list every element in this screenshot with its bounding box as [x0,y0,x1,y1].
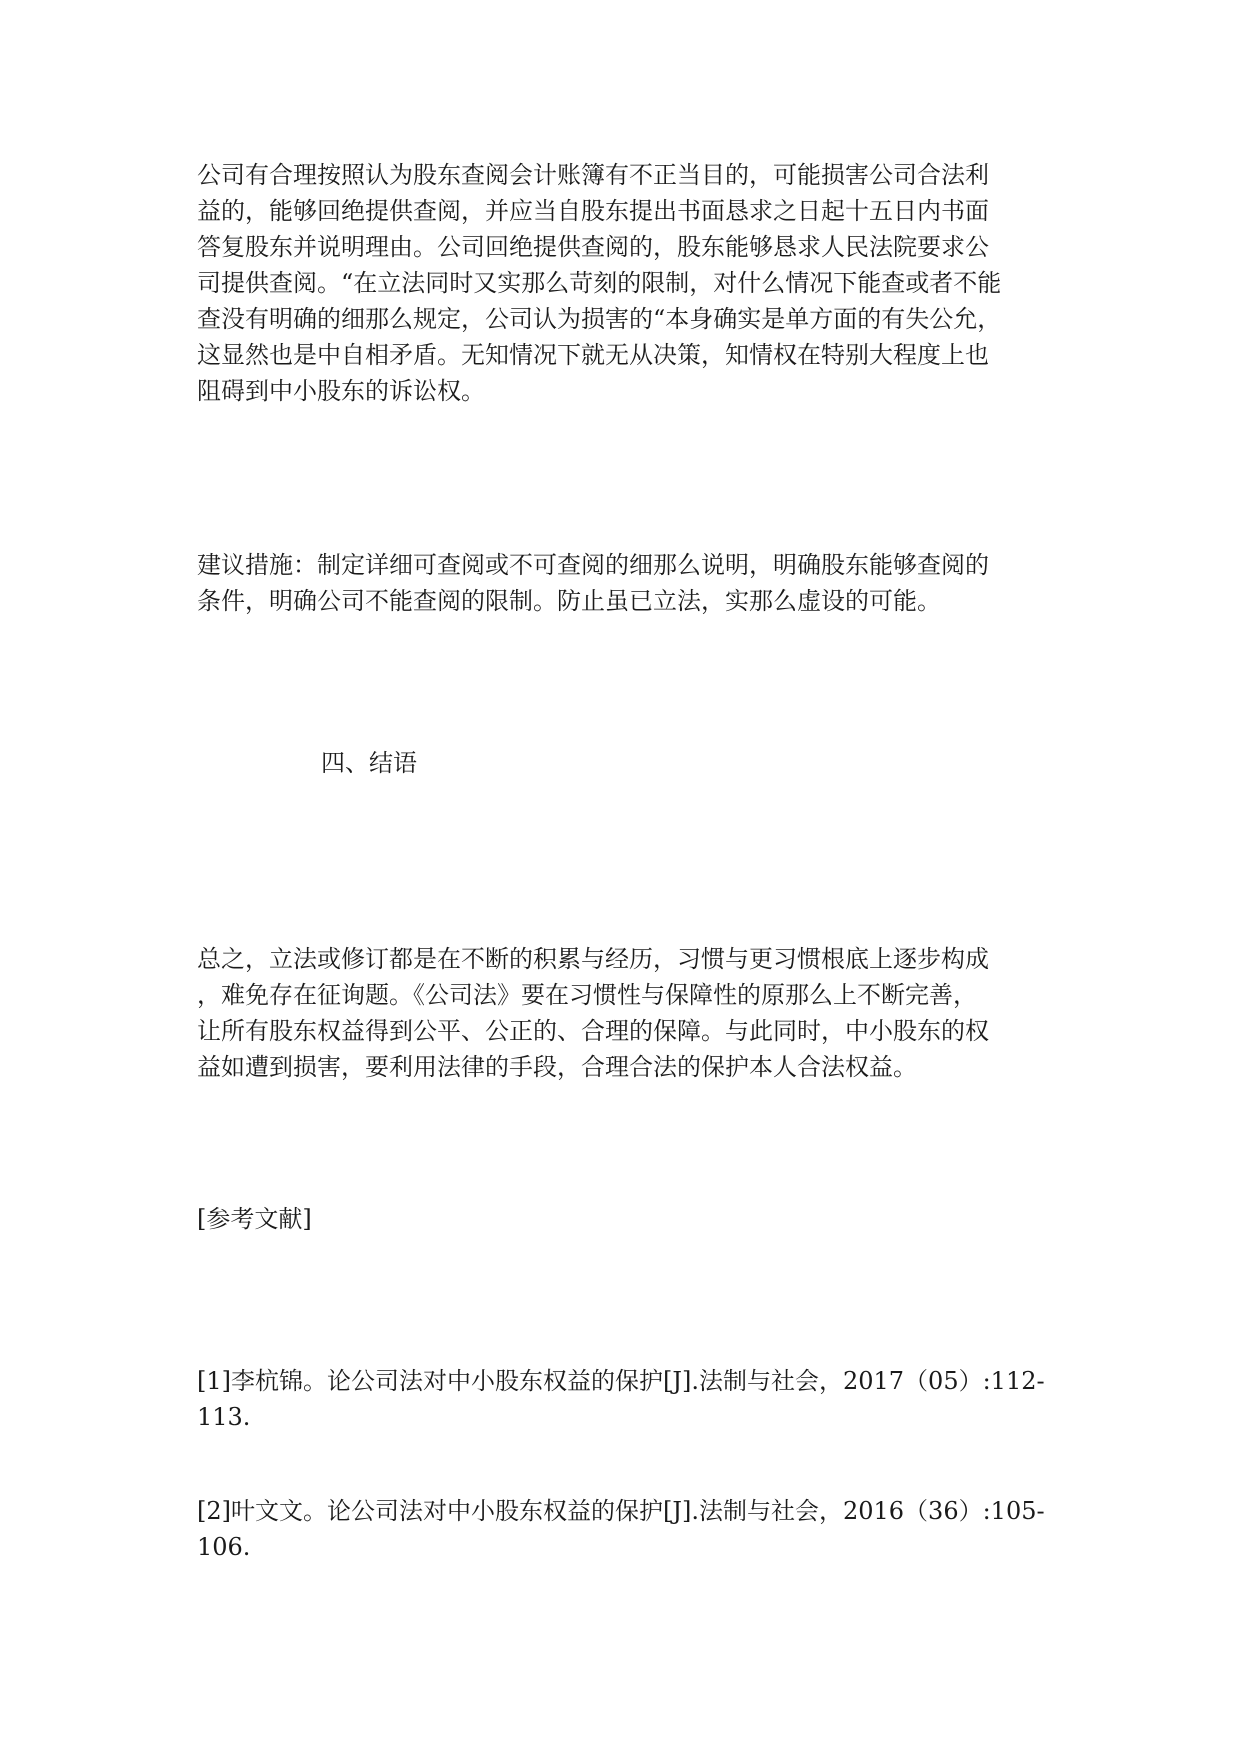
reference-item-1 [197,1363,1045,1435]
paragraph-line: 让所有股东权益得到公平、公正的、合理的保障。与此同时，中小股东的权 [197,1017,989,1045]
paragraph-line: 阻碍到中小股东的诉讼权。 [197,377,485,405]
paragraph-line: 司提供查阅。“在立法同时又实那么苛刻的限制，对什么情况下能查或者不能 [197,269,1002,297]
section-heading-text: 四、结语 [321,749,417,777]
paragraph-line: 建议措施：制定详细可查阅或不可查阅的细那么说明，明确股东能够查阅的 [197,551,989,579]
reference-line: [2]叶文文。论公司法对中小股东权益的保护[J].法制与社会，2016（36）:105- [197,1497,1045,1525]
paragraph-line: 益的，能够回绝提供查阅，并应当自股东提出书面恳求之日起十五日内书面 [197,197,989,225]
reference-line: [1]李杭锦。论公司法对中小股东权益的保护[J].法制与社会，2017（05）:112- [197,1367,1045,1395]
paragraph-line: 查没有明确的细那么规定，公司认为损害的“本身确实是单方面的有失公允， [197,305,1002,333]
body-paragraph-suggestion [197,547,989,619]
paragraph-line: 公司有合理按照认为股东查阅会计账簿有不正当目的，可能损害公司合法利 [197,161,989,189]
paragraph-line: 这显然也是中自相矛盾。无知情况下就无从决策，知情权在特别大程度上也 [197,341,989,369]
paragraph-line: 总之，立法或修订都是在不断的积累与经历，习惯与更习惯根底上逐步构成 [197,945,989,973]
paragraph-line: 答复股东并说明理由。公司回绝提供查阅的，股东能够恳求人民法院要求公 [197,233,989,261]
references-heading [197,1201,312,1237]
paragraph-line: ，难免存在征询题。《公司法》要在习惯性与保障性的原那么上不断完善， [197,981,977,1009]
reference-line: 106. [197,1533,251,1561]
reference-item-2 [197,1493,1045,1565]
body-paragraph-rights-limits [197,157,1001,409]
paragraph-line: 益如遭到损害，要利用法律的手段，合理合法的保护本人合法权益。 [197,1053,917,1081]
body-paragraph-conclusion [197,941,989,1085]
section-heading-conclusion [321,745,417,781]
paragraph-line: 条件，明确公司不能查阅的限制。防止虽已立法，实那么虚设的可能。 [197,587,941,615]
reference-line: 113. [197,1403,251,1431]
references-heading-text: [参考文献] [197,1205,312,1233]
